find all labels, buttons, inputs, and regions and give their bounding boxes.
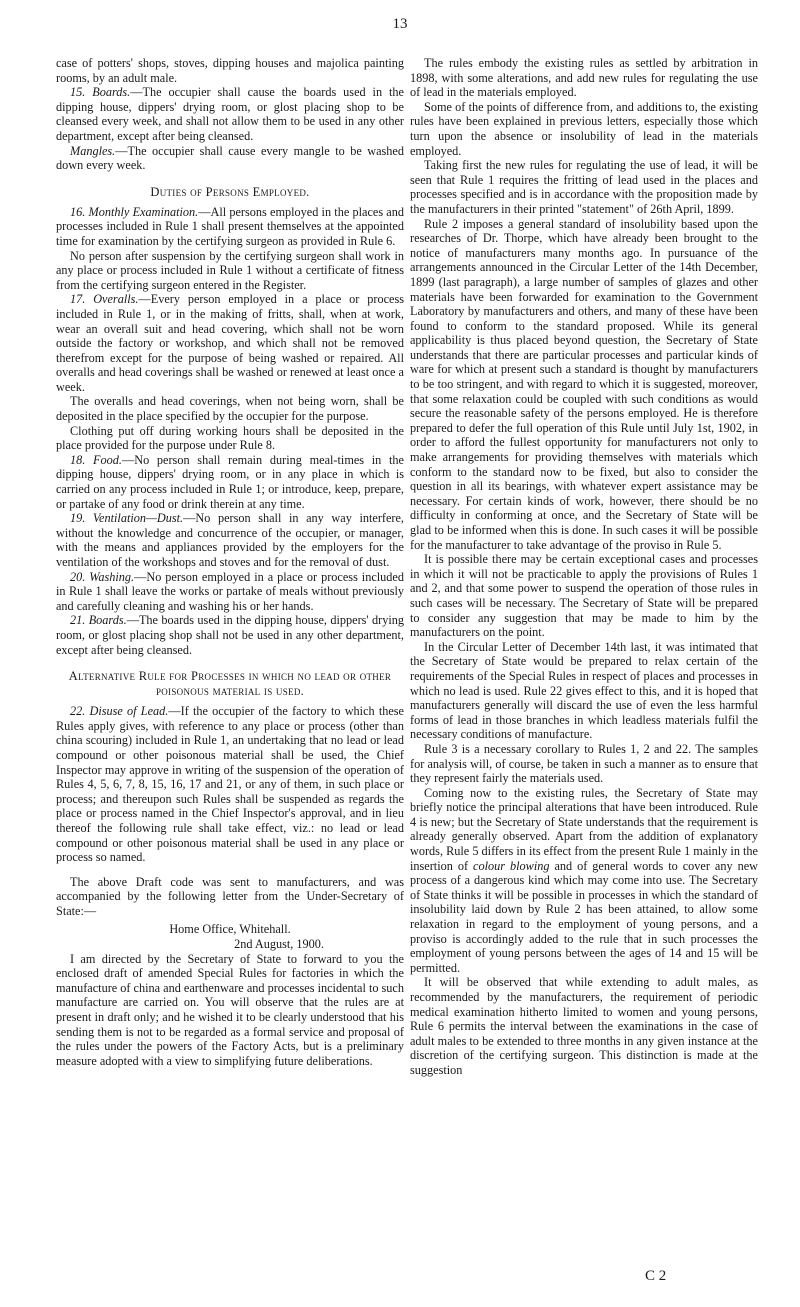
rule-text: —The boards used in the dipping house, dippers' drying room, or glost placing shop shall not be used in any other department, except after being cleansed. [56,613,404,657]
page-number: 13 [392,16,408,32]
paragraph: The overalls and head coverings, when not being worn, shall be deposited in the place specified by the occupier for the purpose. [56,394,404,424]
rule-text: —The occupier shall cause the boards used in the dipping house, dippers' drying room, or glost placing shop to be cleansed every week, and shall not allow them to be used in any other department, except after being cleansed. [56,85,404,143]
rule-text: —If the occupier of the factory to which these Rules apply gives, with reference to any place or process (other than china scouring) included in Rule 1, an undertaking that no lead or lead compound or other poisonous material shall be used, the Chief Inspector may approve in writing of the suspension of the operation of Rules 4, 5, 6, 7, 8, 15, 16, 17 and 21, or any of them, in such place or process; and thereupon such Rules shall be suspended as regards the place or process named in the Chief Inspector's approval, and in lieu thereof the following rule shall take effect, viz.: no lead or lead compound or other poisonous material shall be used in any place or process so named. [56,704,404,865]
paragraph [410,786,758,976]
letter-body: I am directed by the Secretary of State to forward to you the enclosed draft of amended Special Rules for factories in which the manufacture of china and earthenware and processes incidental to such manufacture are carried on. You will observe that the rules are at present in draft only; and he wished it to be clearly understood that his sending them is not to be regarded as a formal service and proposal of the rules under the powers of the Factory Acts, but is a preliminary measure adopted with a view to simplifying future deliberations. [56,951,404,1068]
rule-heading: 21. Boards. [70,613,127,628]
rule-heading: 16. Monthly Examination. [70,204,199,219]
right-column [410,56,758,1078]
paragraph: It will be observed that while extending to adult males, as recommended by the manufacturers, the requirement of periodic medical examination hitherto limited to women and young persons, Rule 6 permits the interval between the examinations in the case of adult males to be extended to three months in any given instance at the discretion of the certifying surgeon. This distinction is made at the suggestion [410,975,758,1077]
rule-text: —The occupier shall cause every mangle to be washed down every week. [56,143,404,173]
rule-text: —Every person employed in a place or process included in Rule 1, or in the making of fritts, shall, when at work, wear an overall suit and head covering, which shall not be worn outside the factory or workshop, and which shall not be removed therefrom except for the purpose of being washed or repaired. All overalls and head coverings shall be washed or renewed at least once a week. [56,292,404,394]
rule-heading: 20. Washing. [70,569,135,584]
paragraph: The above Draft code was sent to manufacturers, and was accompanied by the following letter from the Under-Secretary of State:— [56,874,404,918]
rule-heading: Mangles. [70,143,116,158]
rule-heading: 22. Disuse of Lead. [70,704,169,719]
section-heading: Alternative Rule for Processes in which no lead or other poisonous material is used. [68,669,392,699]
rule-text: —No person employed in a place or process included in Rule 1 shall leave the works or partake of meals without previously and carefully cleaning and washing his or her hands. [56,569,404,613]
paragraph: Rule 2 imposes a general standard of insolubility based upon the researches of Dr. Thorpe, which have already been brought to the notice of manufacturers many months ago. In pursuance of the arrangements announced in the Circular Letter of the 14th December, 1899 (last paragraph), a large number of samples of glazes and other materials have been forwarded for examination to the Government Laboratory by manufacturers and others, and many of these have been found to conform to the standard proposed. While its general applicability is thus placed beyond question, the Secretary of State understands that there are particular processes and particular kinds of ware for which at present such a standard is thought by manufacturers to be too stringent, and with regard to which it is suggested, moreover, that some relaxation could be coupled with such conditions as would secure the reasonable safety of the persons employed. He is therefore prepared to defer the full operation of this Rule until July 1st, 1902, in order to afford the fullest opportunity for manufacturers not only to make arrangements for providing themselves with materials which conform to the standard now to be fixed, but also to consider the question in all its bearings, with whatever expert assistance may be necessary. For certain kinds of work, however, there should be no difficulty in conforming at once, and the Secretary of State will be glad to be informed when this is done. In such cases it will be possible for the manufacturer to take advantage of the proviso in Rule 5. [410,216,758,552]
paragraph: The rules embody the existing rules as settled by arbitration in 1898, with some alterations, and add new rules for regulating the use of lead in the materials employed. [410,56,758,100]
paragraph: Taking first the new rules for regulating the use of lead, it will be seen that Rule 1 requires the fritting of lead used in the places and processes specified and is in accordance with the proposition made by the manufacturers in their printed "statement" of 26th April, 1899. [410,158,758,216]
rule-mangles [56,144,404,173]
section-heading: Duties of Persons Employed. [150,184,310,199]
letter-date: 2nd August, 1900. [234,937,324,952]
rule-16 [56,205,404,249]
rule-22 [56,704,404,865]
rule-18 [56,453,404,511]
text-run: Coming now to the existing rules, the Secretary of State may briefly notice the principal alterations that have been introduced. Rule 4 is new; but the Secretary of State understands that the requirement is already generally observed. Apart from the addition of explanatory words, Rule 5 differs in its effect from the present Rule 1 mainly in the insertion of [410,785,758,873]
paragraph: Clothing put off during working hours shall be deposited in the place provided for the purpose under Rule 8. [56,423,404,453]
rule-heading: 17. Overalls. [70,292,139,307]
rule-heading: 15. Boards. [70,85,131,100]
text-run: and of general words to cover any new process of a dangerous kind which may come into use. The Secretary of State thinks it will be possible in processes in which the standard of insolubility laid down by Rule 2 has been attained, to allow some relaxation in regard to the employment of young persons, and a proviso is accordingly added to the rule that in such processes the employment of young persons between the ages of 14 and 15 will be permitted. [410,858,758,975]
rule-19 [56,511,404,569]
paragraph: Some of the points of difference from, and additions to, the existing rules have been explained in previous letters, especially those which turn upon the absence or insolubility of lead in the materials employed. [410,99,758,158]
paragraph: Rule 3 is a necessary corollary to Rules 1, 2 and 22. The samples for analysis will, of course, be taken in such a manner as to ensure that they represent fairly the materials used. [410,741,758,786]
rule-heading: 19. Ventilation—Dust. [70,511,184,526]
paragraph: case of potters' shops, stoves, dipping houses and majolica painting rooms, by an adult male. [56,56,404,85]
paragraph: In the Circular Letter of December 14th last, it was intimated that the Secretary of State would be prepared to relax certain of the requirements of the Special Rules in respect of places and processes in which no lead is used. Rule 22 gives effect to this, and it is hoped that manufacturers generally will discard the use of even the less harmful forms of lead in those branches in which leadless materials fulfil the necessary conditions of manufacture. [410,639,758,742]
rule-20 [56,570,404,614]
paragraph: It is possible there may be certain exceptional cases and processes in which it will not be practicable to apply the provisions of Rules 1 and 2, and that some power to suspend the operation of those rules in such cases will be necessary. The Secretary of State will be prepared to consider any suggestion that may be made to him by the manufacturers on the point. [410,552,758,640]
letter-place: Home Office, Whitehall. [169,922,291,937]
rule-text: —No person shall in any way interfere, without the knowledge and concurrence of the occupier, or manager, with the means and appliances provided by the employers for the ventilation of the workshops and stoves and for the removal of dust. [56,511,404,569]
rule-text: —All persons employed in the places and processes included in Rule 1 shall present themselves at the appointed time for examination by the certifying surgeon as provided in Rule 6. [56,204,404,248]
rule-17 [56,292,404,394]
rule-15 [56,85,404,143]
left-column [56,56,404,1068]
paragraph: No person after suspension by the certifying surgeon shall work in any place or process included in Rule 1 without a certificate of fitness from the certifying surgeon entered in the Register. [56,248,404,292]
rule-21 [56,613,404,657]
rule-text: —No person shall remain during meal-times in the dipping house, dippers' drying room, or in any place in which is carried on any process included in Rule 1; or introduce, keep, prepare, or partake of any food or drink therein at any time. [56,452,404,511]
rule-heading: 18. Food. [70,452,122,467]
signature-mark: C 2 [645,1268,667,1284]
italic-phrase: colour blowing [473,858,550,873]
